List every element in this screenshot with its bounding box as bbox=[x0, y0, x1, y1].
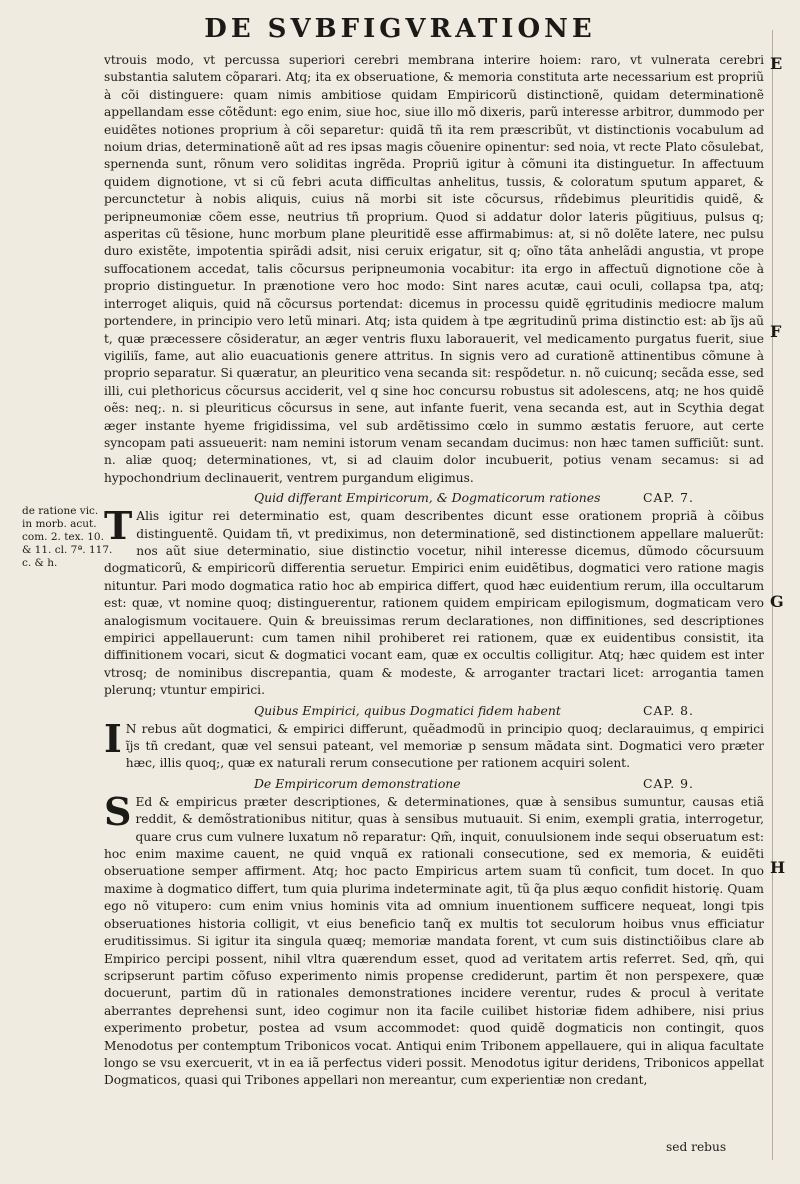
text-column bbox=[104, 52, 764, 1090]
drop-capital: I bbox=[104, 715, 122, 761]
chapter-paragraph bbox=[104, 503, 764, 699]
marginal-note bbox=[22, 505, 113, 570]
intro-paragraph: vtrouis modo, vt percussa superiori cerebri membrana interire hoiem: raro, vt vulnerata cerebri substantia salutem cõparari. Atq; ita ex obseruatione, & memoria constituta arte necessarium est propriũ à cõi distinguere: quam nimis ambitiose quidam Empiricorũ distinctionẽ, quidam determinationẽ appellandam esse cõtẽdunt: ego enim, siue hoc, siue illo mõ dixeris, parũ interesse arbitror, dummodo per euidẽtes notiones proprium à cõi separetur: quidã tñ ita rem præscribũt, vt distinctionis vocabulum ad noium drias, determinationẽ aũt ad res ipsas magis cõuenire opinentur: sed noia, vt recte Plato cõsulebat, spernenda sunt, rõnum vero soliditas ingrẽda. Propriũ igitur à cõmuni ita distinguetur. In affectuum quidem dignotione, vt si cũ febri acuta difficultas anhelitus, tussis, & coloratum sputum apparet, & percunctetur à nobis aliquis, cuius nã morbi sit iste cõcursus, rñdebimus pleuritidis quidẽ, & peripneumoniæ cõem esse, neutrius tñ proprium. Quod si addatur dolor lateris pũgitiuus, pulsus q; asperitas cũ tẽsione, hunc morbum plane pleuritidẽ esse affirmabimus: at, si nõ dolẽte latere, nec pulsu duro existẽte, impotentia spirãdi adsit, nisi ceruix erigatur, sit q; oĩno tãta anhelãdi angustia, vt prope suffocationem accedat, talis cõcursus peripneumonia vocabitur: ita ergo in affectuũ dignotione cõe à proprio distinguetur. In prænotione vero hoc modo: Sint nares acutæ, caui oculi, collapsa tpa, atq; interroget aliquis, quid nã cõcursus portendat: dicemus in processu quidẽ ęgritudinis mediocre malum portendere, in principio vero letũ minari. Atq; ista quidem à tpe ægritudinũ prima distinctio est: ab ĩjs aũ t, quæ præcessere cõsideratur, an æger ventris fluxu laborauerit, vel medicamento purgatus fuerit, siue vigiliĩs, fame, aut alio euacuationis genere attritus. In signis vero ad curationẽ attinentibus cõmune à proprio separatur. Si quæratur, an pleuritico vena secanda sit: respõdetur. n. nõ cuicunq; secãda esse, sed illi, cui plethoricus cõcursus acciderit, vel q sine hoc concursu robustus sit adolescens, atq; ne hos quidẽ oẽs: neq;. n. si pleuriticus cõcursus in sene, aut infante fuerit, vena secanda est, aut in Scythia degat æger instante hyeme frigidissima, vel sub ardẽtissimo cœlo in summo æstatis feruore, aut certe syncopam pati assueuerit: nam nemini istorum venam secandam ducimus: non hæc tamen sufficiũt: sunt. n. aliæ quoq; determinationes, vt, si ad clauim dolor incubuerit, potius venam secamus: si ad hypochondrium declinauerit, ventrem purgandum eligimus. bbox=[104, 53, 764, 485]
chapter-text: Ed & empiricus præter descriptiones, & determinationes, quæ à sensibus sumuntur, causas etiã reddit, & demõstrationibus nititur, quas à sensibus mutuauit. Si enim, exempli gratia, interrogetur, quare crus cum vulnere luxatum nõ reparatur: Qm̃, inquit, conuulsionem inde sequi obseruatum est: hoc enim maxime cauent, ne quid vnquã ex rationali consecutione, sed ex memoria, & euidẽti obseruatione semper affirment. Atq; hoc pacto Empiricus artem suam tũ conficit, tum docet. In quo maxime à dogmatico differt, tum quia plurima indeterminate agit, tũ q̃a plus æquo confidit historię. Quam ego nõ vitupero: cum enim vnius hominis vita ad omnium inuentionem sufficere nequeat, longi tpis obseruationes historia colligit, vt eius beneficio tanq̃ ex multis tot seculorum hoibus vnus efficiatur eruditissimus. Si igitur ita singula quæq; memoriæ mandata forent, vt cum suis distinctiõibus clare ab Empirico percipi possent, nihil vltra quærendum esset, quod ad veritatem artis referret. Sed, qm̃, qui scripserunt partim cõfuso experimento nimis propense crediderunt, partim ẽt non perspexere, quæ docuerunt, partim dũ in rationales demonstrationes incidere verentur, rudes & procul à veritate aberrantes deprehensi sunt, ideo cogimur non ita facile cuilibet historiæ fidem adhibere, nisi prius experimento probetur, postea ad vsum accommodet: quod quidẽ dogmaticis non contingit, quos Menodotus per contemptum Tribonicos vocat. Antiqui enim Tribonem appellauere, qui in aliqua facultate longo se vsu exercuerit, vt in ea iã perfectus videri possit. Menodotus igitur deridens, Tribonicos appellat Dogmaticos, quasi qui Tribones appellari non mereantur, cum experientiæ non credant, bbox=[104, 794, 764, 1088]
chapter-heading bbox=[104, 489, 764, 506]
marginal-note-line: com. 2. tex. 10. bbox=[22, 531, 104, 543]
chapter-text: N rebus aũt dogmatici, & empirici differunt, quẽadmodũ in principio quoq; declarauimus, q empirici ĩjs tñ credant, quæ vel sensui pateant, vel memoriæ p sensum mãdata sint. Dogmatici vero præter hæc, illis quoq;, quæ ex naturali rerum consecutione per rationem acquiri solent. bbox=[125, 721, 764, 771]
chapter-title: Quid differant Empiricorum, & Dogmaticorum rationes bbox=[254, 490, 601, 506]
chapter-heading bbox=[104, 702, 764, 719]
marginal-note-line: de ratione vic. bbox=[22, 505, 99, 517]
chapter-heading bbox=[104, 775, 764, 792]
margin-letter-g: G bbox=[770, 592, 784, 611]
margin-letter-f: F bbox=[770, 322, 782, 341]
margin-letter-h: H bbox=[770, 858, 786, 877]
chapter-title: De Empiricorum demonstratione bbox=[254, 775, 461, 791]
chapter-paragraph bbox=[104, 788, 764, 1090]
marginal-note-line: & 11. cl. 7ª. 117. bbox=[22, 544, 113, 556]
chapter-paragraph bbox=[104, 715, 764, 773]
chapter-text: Alis igitur rei determinatio est, quam describentes dicunt esse orationem propriã à cõibus distinguentẽ. Quidam tñ, vt prediximus, non determinationẽ, sed distinctionem appellare maluerũt: nos aũt siue determinatio, siue distinctio vocetur, nihil interesse dicemus, dũmodo cõcursuum dogmaticorũ, & empiricorũ differentia seruetur. Empirici enim euidẽtibus, dogmatici vero ratione magis nituntur. Pari modo dogmatica ratio hoc ab empirica differt, quod hæc euidentium rerum, illa occultarum est: quæ, vt nomine quoq; distinguerentur, rationem quidem empiricam epilogismum, dogmaticam vero analogismum vocitauere. Quin & breuissimas rerum declarationes, non diffinitiones, sed descriptiones empirici appellauerunt: cum tamen nihil prohiberet rei rationem, quæ ex euidentibus consistit, ita diffinitionem vocari, sicut & dogmatici vocant eam, quæ ex occultis colligitur. Atq; hæc quidem est inter vtrosq; de nominibus discrepantia, quam & modeste, & arroganter tractari licet: arrogantia tamen plerunq; vtuntur empirici. bbox=[104, 509, 764, 698]
marginal-note-line: in morb. acut. bbox=[22, 518, 97, 530]
drop-capital: T bbox=[104, 503, 133, 549]
running-head: DE SVBFIGVRATIONE bbox=[204, 14, 596, 44]
chapter-number: CAP. 7. bbox=[643, 490, 694, 506]
marginal-note-line: c. & h. bbox=[22, 557, 58, 569]
chapter-number: CAP. 8. bbox=[643, 702, 694, 718]
catchword: sed rebus bbox=[666, 1140, 727, 1154]
drop-capital: S bbox=[104, 788, 132, 834]
margin-letter-e: E bbox=[770, 54, 783, 73]
chapter-number: CAP. 9. bbox=[643, 775, 694, 791]
chapter-title: Quibus Empirici, quibus Dogmatici fidem habent bbox=[254, 702, 561, 718]
